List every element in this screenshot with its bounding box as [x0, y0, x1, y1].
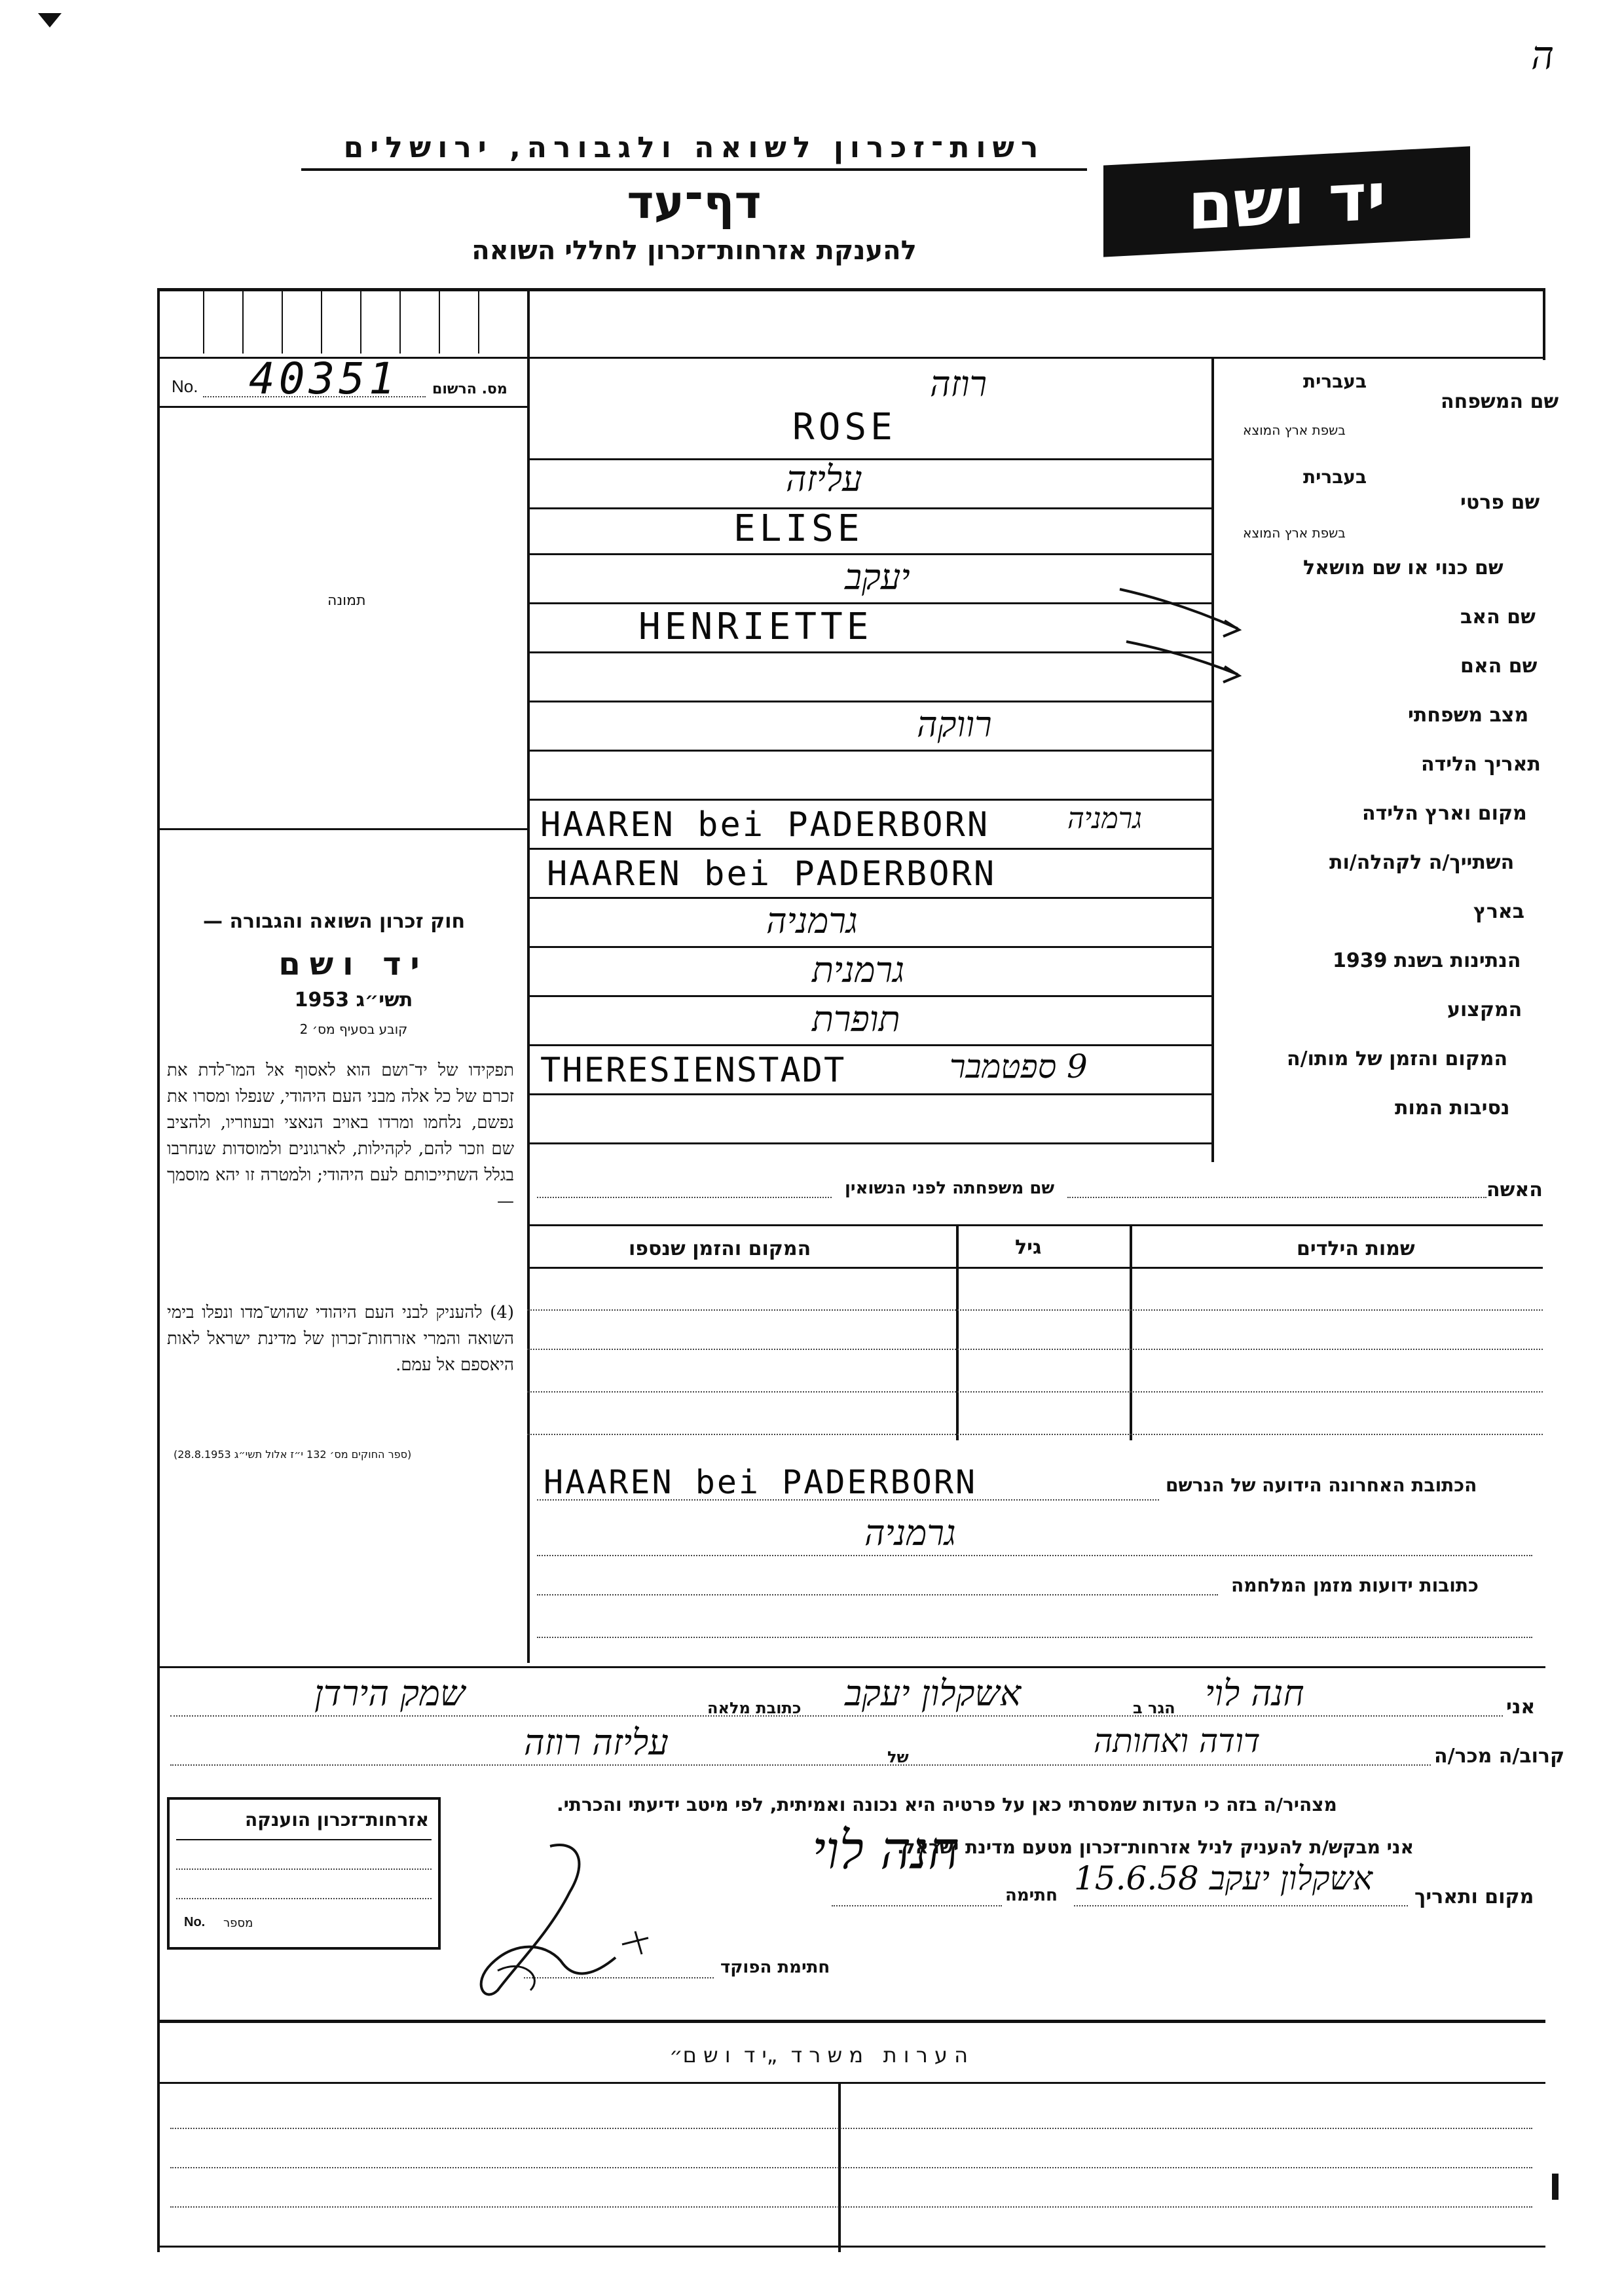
- marital-label: מצב משפחתי: [1408, 704, 1529, 727]
- law-paragraph-1: תפקידו של יד־ושם הוא לאסוף אל המו־לדת את זכרם של כל אלה מבני העם היהודי, שנפלו ומסרו את נפשם, נלחמו ומרדו באויב הנאצי ובעוזריו, ולהציב שם וזכר להם, לקהילות, לארגונים ולמוסדות שנחרבו בגלל השתייכותם לעם היהודי; ולמטרה זו יהא מוסמך —: [167, 1061, 514, 1211]
- law-title: חוק זכרון השואה והגבורה —: [203, 910, 466, 933]
- father-label: שם האב: [1460, 606, 1536, 629]
- declarant-signature: חנה לוי: [812, 1820, 959, 1881]
- country-label: בארץ: [1473, 900, 1525, 923]
- citizenship-box-number-label: מספר: [223, 1916, 253, 1930]
- children-place-header: המקום והזמן שנספו: [629, 1237, 811, 1260]
- citizenship-value: גרמנית: [812, 949, 905, 991]
- declarant-city: אשקלון יעקב: [845, 1673, 1022, 1714]
- last-address-country: גרמניה: [864, 1512, 956, 1554]
- nickname-value: יעקב: [845, 556, 910, 598]
- office-notes-title: ה ע ר ו ת מ ש ר ד „י ד ו ש ם״: [669, 2043, 969, 2068]
- family-name-label: שם המשפחה: [1441, 390, 1559, 413]
- community-label: השתייך/ה לקהלה/ות: [1329, 851, 1515, 874]
- death-place-label: המקום והזמן של מותו/ה: [1287, 1048, 1508, 1070]
- law-year: תשי״ג 1953: [294, 989, 413, 1011]
- citizenship-label: הנתינות בשנת 1939: [1333, 949, 1521, 972]
- first-name-hebrew-value: עליזה: [786, 458, 862, 500]
- law-citation: (ספר החוקים מס׳ 132 י״ז אלול תשי״ג 28.8.1953): [174, 1448, 412, 1461]
- profession-label: המקצוע: [1447, 998, 1522, 1021]
- law-name: יד ושם: [278, 946, 429, 983]
- statement-1: מצהיר/ה בזה כי העדות שמסרתי כאן על פרטיה היא נכונה ואמיתית, לפי מיטב ידיעתי והכרתי.: [557, 1794, 1337, 1815]
- form-subtitle: להענקת אזרחות־זכרון לחללי השואה: [471, 236, 917, 266]
- relation-value: דודה ואחותה: [1094, 1722, 1261, 1760]
- frame-right: [1543, 288, 1545, 360]
- declarant-name: חנה לוי: [1205, 1673, 1304, 1714]
- yad-vashem-logo: יד ושם: [1103, 146, 1470, 257]
- citizenship-box-no: No.: [184, 1915, 206, 1929]
- death-place-value: THERESIENSTADT: [540, 1051, 846, 1090]
- officer-signature-label: חתימת הפוקד: [720, 1958, 830, 1977]
- officer-signature: [458, 1833, 668, 2003]
- marital-value: רווקה: [917, 704, 992, 745]
- birth-place-country: גרמניה: [1067, 802, 1142, 835]
- registration-number: 40351: [249, 354, 399, 404]
- of-label: של: [887, 1748, 909, 1766]
- frame-left: [157, 288, 160, 2252]
- form-title: דף־עד: [627, 175, 762, 229]
- wartime-addresses-label: כתובות ידועות מזמן המלחמה: [1231, 1575, 1479, 1596]
- registration-no-label: No.: [172, 376, 198, 396]
- corner-triangle: [38, 13, 62, 27]
- community-value: HAAREN bei PADERBORN: [547, 854, 997, 894]
- left-column-divider: [527, 288, 530, 1663]
- law-paragraph-2: (4) להעניק לבני העם היהודי שהוש־מדו ונפלו בימי השואה והמרי אזרחות־זכרון של מדינת ישראל לאות היאספם אל עמם.: [167, 1303, 514, 1375]
- death-circumstances-label: נסיבות המות: [1395, 1097, 1510, 1120]
- profession-value: תופרת: [812, 998, 900, 1040]
- authority-title: רשות־זכרון לשואה ולגבורה, ירושלים: [301, 131, 1087, 171]
- first-name-local-value: ELISE: [733, 507, 864, 550]
- declarant-i-label: אני: [1506, 1696, 1536, 1719]
- citizenship-box-title: אזרחות־זכרון הוענקה: [245, 1809, 429, 1831]
- corner-mark: ה: [1531, 33, 1555, 79]
- resides-label: הגר ב: [1133, 1699, 1175, 1717]
- statement-2: אני מבקש/ת להעניק לניל אזרחות־זכרון מטעם מדינת ישראל.: [897, 1836, 1414, 1858]
- place-date-label: מקום ותאריך: [1414, 1886, 1534, 1908]
- family-name-local-value: ROSE: [792, 406, 896, 448]
- first-name-label: שם פרטי: [1460, 491, 1540, 514]
- father-mother-arrows: [1113, 576, 1257, 694]
- last-address-label: הכתובת האחרונה הידועה של הנרשם: [1166, 1474, 1477, 1496]
- relation-label: קרוב/ה מכר/ה: [1434, 1745, 1565, 1768]
- signature-label: חתימה: [1005, 1886, 1058, 1905]
- father-value: HENRIETTE: [638, 606, 873, 648]
- children-age-header: גיל: [1015, 1236, 1042, 1259]
- of-name-value: עליזה רוזה: [524, 1722, 669, 1763]
- address-label: כתובת מלאה: [707, 1699, 802, 1717]
- edge-mark: [1552, 2174, 1559, 2200]
- nickname-label: שם כנוי או שם מושאל: [1303, 556, 1504, 579]
- citizenship-box: [167, 1797, 441, 1950]
- family-name-local-sub: בשפת ארץ המוצא: [1243, 422, 1346, 438]
- frame-top: [157, 288, 1545, 291]
- mother-label: שם האם: [1460, 655, 1538, 678]
- children-names-header: שמות הילדים: [1297, 1237, 1415, 1260]
- registration-label: מס. הרשום: [432, 381, 507, 397]
- law-clause-ref: קובע בסעיף מס׳ 2: [299, 1021, 408, 1037]
- death-place-extra: 9 ספטמבר: [950, 1048, 1088, 1085]
- photo-label: תמונה: [327, 592, 366, 609]
- last-address-value: HAAREN bei PADERBORN: [544, 1463, 978, 1501]
- birth-place-value: HAAREN bei PADERBORN: [540, 805, 990, 845]
- birth-place-label: מקום וארץ הלידה: [1362, 802, 1527, 825]
- wife-maiden-label: שם משפחתה לפני הנשואין: [845, 1178, 1055, 1198]
- country-value: גרמניה: [766, 900, 858, 941]
- family-name-hebrew-value: רוזה: [930, 363, 987, 405]
- first-name-hebrew-sub: בעברית: [1303, 466, 1367, 488]
- wife-label: האשה: [1486, 1178, 1543, 1201]
- declarant-address: שמק הירדן: [314, 1673, 466, 1714]
- first-name-local-sub: בשפת ארץ המוצא: [1243, 525, 1346, 541]
- family-name-hebrew-sub: בעברית: [1303, 371, 1367, 392]
- right-label-divider: [1211, 357, 1214, 1162]
- place-date-value: אשקלון יעקב 15.6.58: [1074, 1859, 1373, 1897]
- birth-date-label: תאריך הלידה: [1421, 753, 1541, 776]
